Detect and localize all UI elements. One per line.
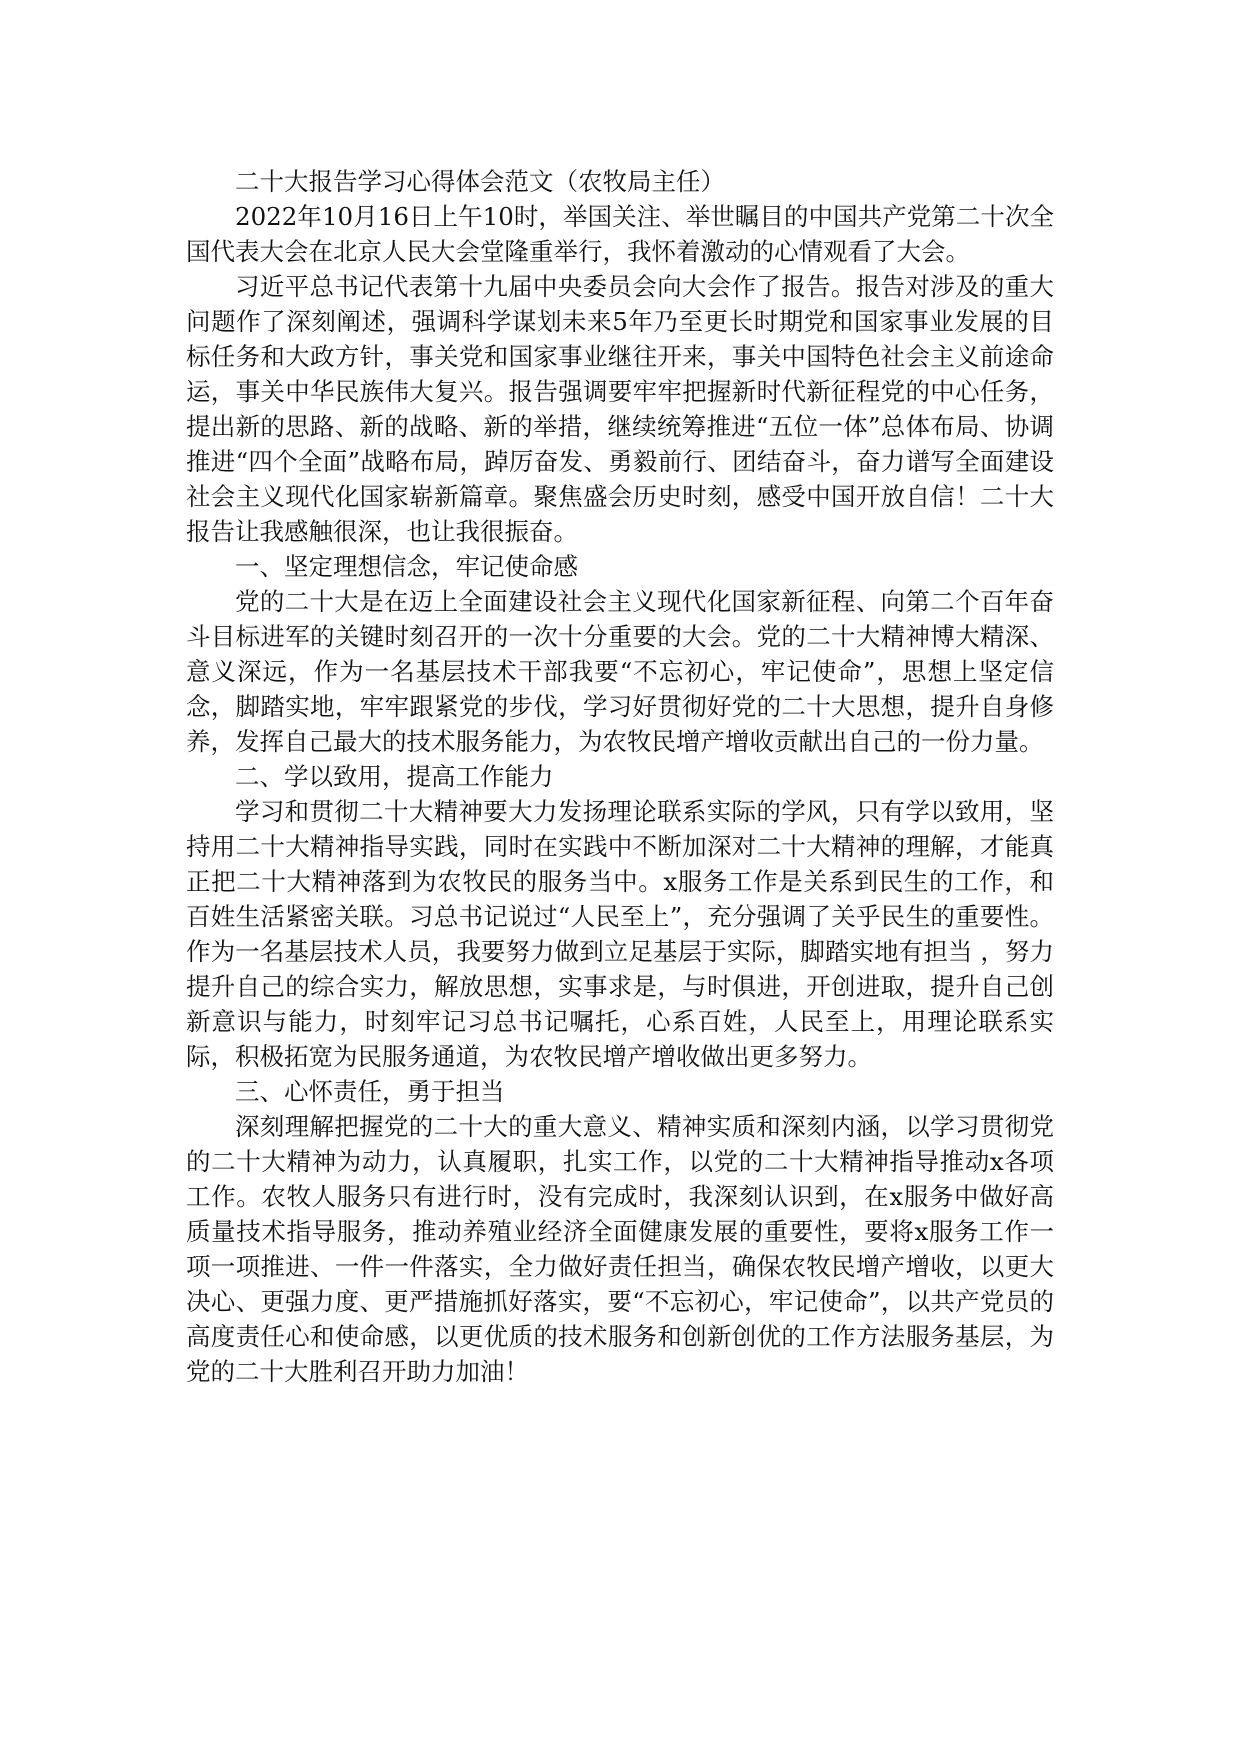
section-heading-3: 三、心怀责任，勇于担当 bbox=[235, 1077, 505, 1106]
paragraph-section-1: 党的二十大是在迈上全面建设社会主义现代化国家新征程、向第二个百年奋斗目标进军的关键时刻召开的一次十分重要的大会。党的二十大精神博大精深、意义深远，作为一名基层技术干部我要“不忘初心，牢记使命”，思想上坚定信念，脚踏实地，牢牢跟紧党的步伐，学习好贯彻好党的二十大思想，提升自身修养，发挥自己最大的技术服务能力，为农牧民增产增收贡献出自己的一份力量。 bbox=[186, 587, 1054, 756]
document-body bbox=[186, 164, 1054, 1389]
paragraph-intro: 2022年10月16日上午10时，举国关注、举世瞩目的中国共产党第二十次全国代表大会在北京人民大会堂隆重举行，我怀着激动的心情观看了大会。 bbox=[186, 202, 1054, 266]
paragraph-section-3: 深刻理解把握党的二十大的重大意义、精神实质和深刻内涵，以学习贯彻党的二十大精神为动力，认真履职，扎实工作，以党的二十大精神指导推动x各项工作。农牧人服务只有进行时，没有完成时，我深刻认识到，在x服务中做好高质量技术指导服务，推动养殖业经济全面健康发展的重要性，要将x服务工作一项一项推进、一件一件落实，全力做好责任担当，确保农牧民增产增收，以更大决心、更强力度、更严措施抓好落实，要“不忘初心，牢记使命”，以共产党员的高度责任心和使命感，以更优质的技术服务和创新创优的工作方法服务基层，为党的二十大胜利召开助力加油！ bbox=[186, 1112, 1054, 1386]
paragraph-report-summary: 习近平总书记代表第十九届中央委员会向大会作了报告。报告对涉及的重大问题作了深刻阐述，强调科学谋划未来5年乃至更长时期党和国家事业发展的目标任务和大政方针，事关党和国家事业继往开来，事关中国特色社会主义前途命运，事关中华民族伟大复兴。报告强调要牢牢把握新时代新征程党的中心任务，提出新的思路、新的战略、新的举措，继续统筹推进“五位一体”总体布局、协调推进“四个全面”战略布局，踔厉奋发、勇毅前行、团结奋斗，奋力谱写全面建设社会主义现代化国家崭新篇章。聚焦盛会历史时刻，感受中国开放自信！二十大报告让我感触很深，也让我很振奋。 bbox=[186, 272, 1054, 546]
paragraph-section-2: 学习和贯彻二十大精神要大力发扬理论联系实际的学风，只有学以致用，坚持用二十大精神指导实践，同时在实践中不断加深对二十大精神的理解，才能真正把二十大精神落到为农牧民的服务当中。x服务工作是关系到民生的工作，和百姓生活紧密关联。习总书记说过“人民至上”，充分强调了关乎民生的重要性。作为一名基层技术人员，我要努力做到立足基层于实际，脚踏实地有担当 ，努力提升自己的综合实力，解放思想，实事求是，与时俱进，开创进取，提升自己创新意识与能力，时刻牢记习总书记嘱托，心系百姓，人民至上，用理论联系实际，积极拓宽为民服务通道，为农牧民增产增收做出更多努力。 bbox=[186, 797, 1054, 1071]
document-title: 二十大报告学习心得体会范文（农牧局主任） bbox=[235, 167, 725, 196]
section-heading-2: 二、学以致用，提高工作能力 bbox=[235, 762, 554, 791]
section-heading-1: 一、坚定理想信念，牢记使命感 bbox=[235, 552, 578, 581]
